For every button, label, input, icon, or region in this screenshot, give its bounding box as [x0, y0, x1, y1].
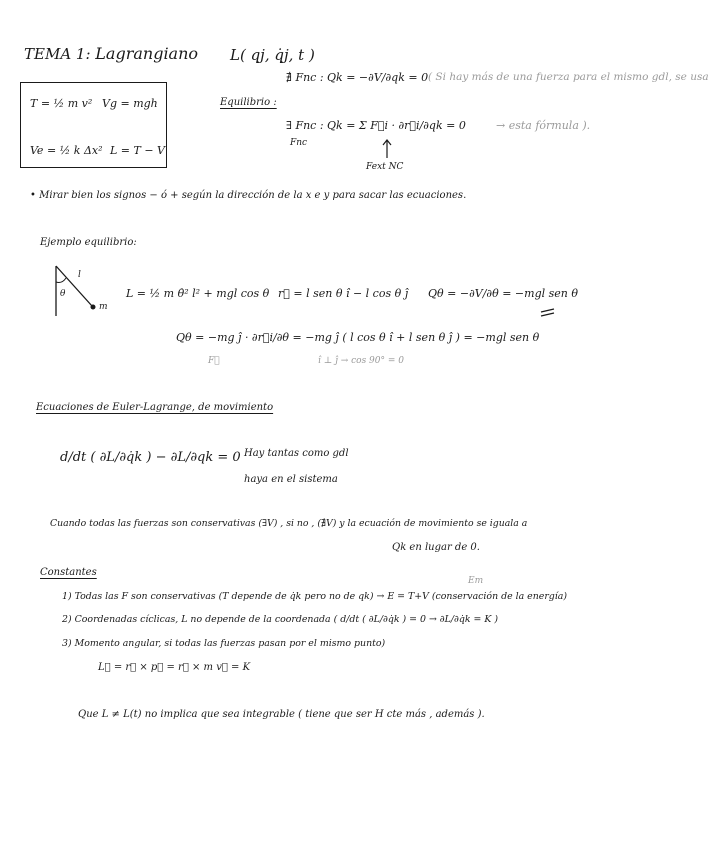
tema-name: Lagrangiano: [95, 44, 199, 63]
integrability-note: Que L ≠ L(t) no implica que sea integrable ( tiene que ser H cte más , además ).: [78, 709, 485, 720]
equals-mark: [540, 308, 556, 318]
generalized-force: Qθ = −∂V/∂θ = −mgl sen θ: [428, 287, 578, 300]
euler-note-1: Hay tantas como gdl: [244, 448, 349, 459]
lagrangian-definition: L = T − V: [110, 144, 166, 157]
energy-note: Em: [468, 576, 484, 586]
pendulum-angle: θ: [60, 289, 66, 299]
constantes-title: Constantes: [40, 567, 97, 578]
ejemplo-title: Ejemplo equilibrio:: [40, 237, 137, 248]
pendulum-mass: m: [99, 302, 108, 312]
generalized-force-vector: Qθ = −mg ĵ · ∂r⃗i/∂θ = −mg ĵ ( l cos θ î + l sen θ ĵ ) = −mgl sen θ: [176, 331, 540, 344]
pendulum-length: l: [78, 270, 81, 280]
equilibrio-conservative: ∄ Fnc : Qk = −∂V/∂qk = 0: [286, 71, 429, 84]
lagrangian-function: L( qj, q̇j, t ): [230, 46, 315, 64]
force-note: F⃗: [208, 356, 220, 366]
kinetic-energy: T = ½ m v²: [30, 97, 93, 110]
constant-cyclic: 2) Coordenadas cíclicas, L no depende de la coordenada ( d/dt ( ∂L/∂q̇k ) = 0 → ∂L/∂q̇k = K ): [62, 614, 499, 625]
equilibrio-nonconservative: ∃ Fnc : Qk = Σ F⃗i · ∂r⃗i/∂qk = 0: [286, 119, 466, 132]
equilibrio-label: Equilibrio :: [220, 97, 277, 108]
signs-note: • Mirar bien los signos − ó + según la dirección de la x e y para sacar las ecuaciones.: [30, 190, 467, 201]
fext-nc-label: Fext NC: [366, 162, 404, 172]
euler-note-2: haya en el sistema: [244, 474, 338, 485]
gravity-potential: Vg = mgh: [102, 97, 158, 110]
angular-momentum-equation: L⃗ = r⃗ × p⃗ = r⃗ × m v⃗ = K: [98, 662, 251, 673]
elastic-potential: Ve = ½ k Δx²: [30, 144, 103, 157]
tema-label: [24, 44, 198, 63]
equilibrio-note-2: → esta fórmula ).: [496, 119, 591, 132]
orthogonality-note: î ⊥ ĵ → cos 90° = 0: [318, 356, 404, 366]
equilibrio-note: ( Si hay más de una fuerza para el mismo gdl, se usa: [428, 71, 709, 83]
position-vector: r⃗ = l sen θ î − l cos θ ĵ: [278, 287, 409, 300]
euler-title: Ecuaciones de Euler-Lagrange, de movimiento: [36, 402, 274, 413]
constant-angular-momentum: 3) Momento angular, si todas las fuerzas pasan por el mismo punto): [62, 638, 386, 649]
conservative-note-line-1: Cuando todas las fuerzas son conservativas (∃V) , si no , (∄V) y la ecuación de movimiento se iguala a: [50, 518, 528, 529]
pendulum-lagrangian: L = ½ m θ̇² l² + mgl cos θ: [126, 287, 270, 300]
equilibrio-fnc-sub: Fnc: [290, 138, 308, 148]
fext-arrow: [382, 138, 392, 160]
conservative-note-line-2: Qk en lugar de 0.: [392, 542, 480, 553]
constant-energy: 1) Todas las F son conservativas (T depende de q̇k pero no de qk) → E = T+V (conservación de la energía): [62, 591, 568, 602]
euler-equation: d/dt ( ∂L/∂q̇k ) − ∂L/∂qk = 0: [60, 450, 241, 465]
tema-number: TEMA 1:: [24, 45, 91, 63]
